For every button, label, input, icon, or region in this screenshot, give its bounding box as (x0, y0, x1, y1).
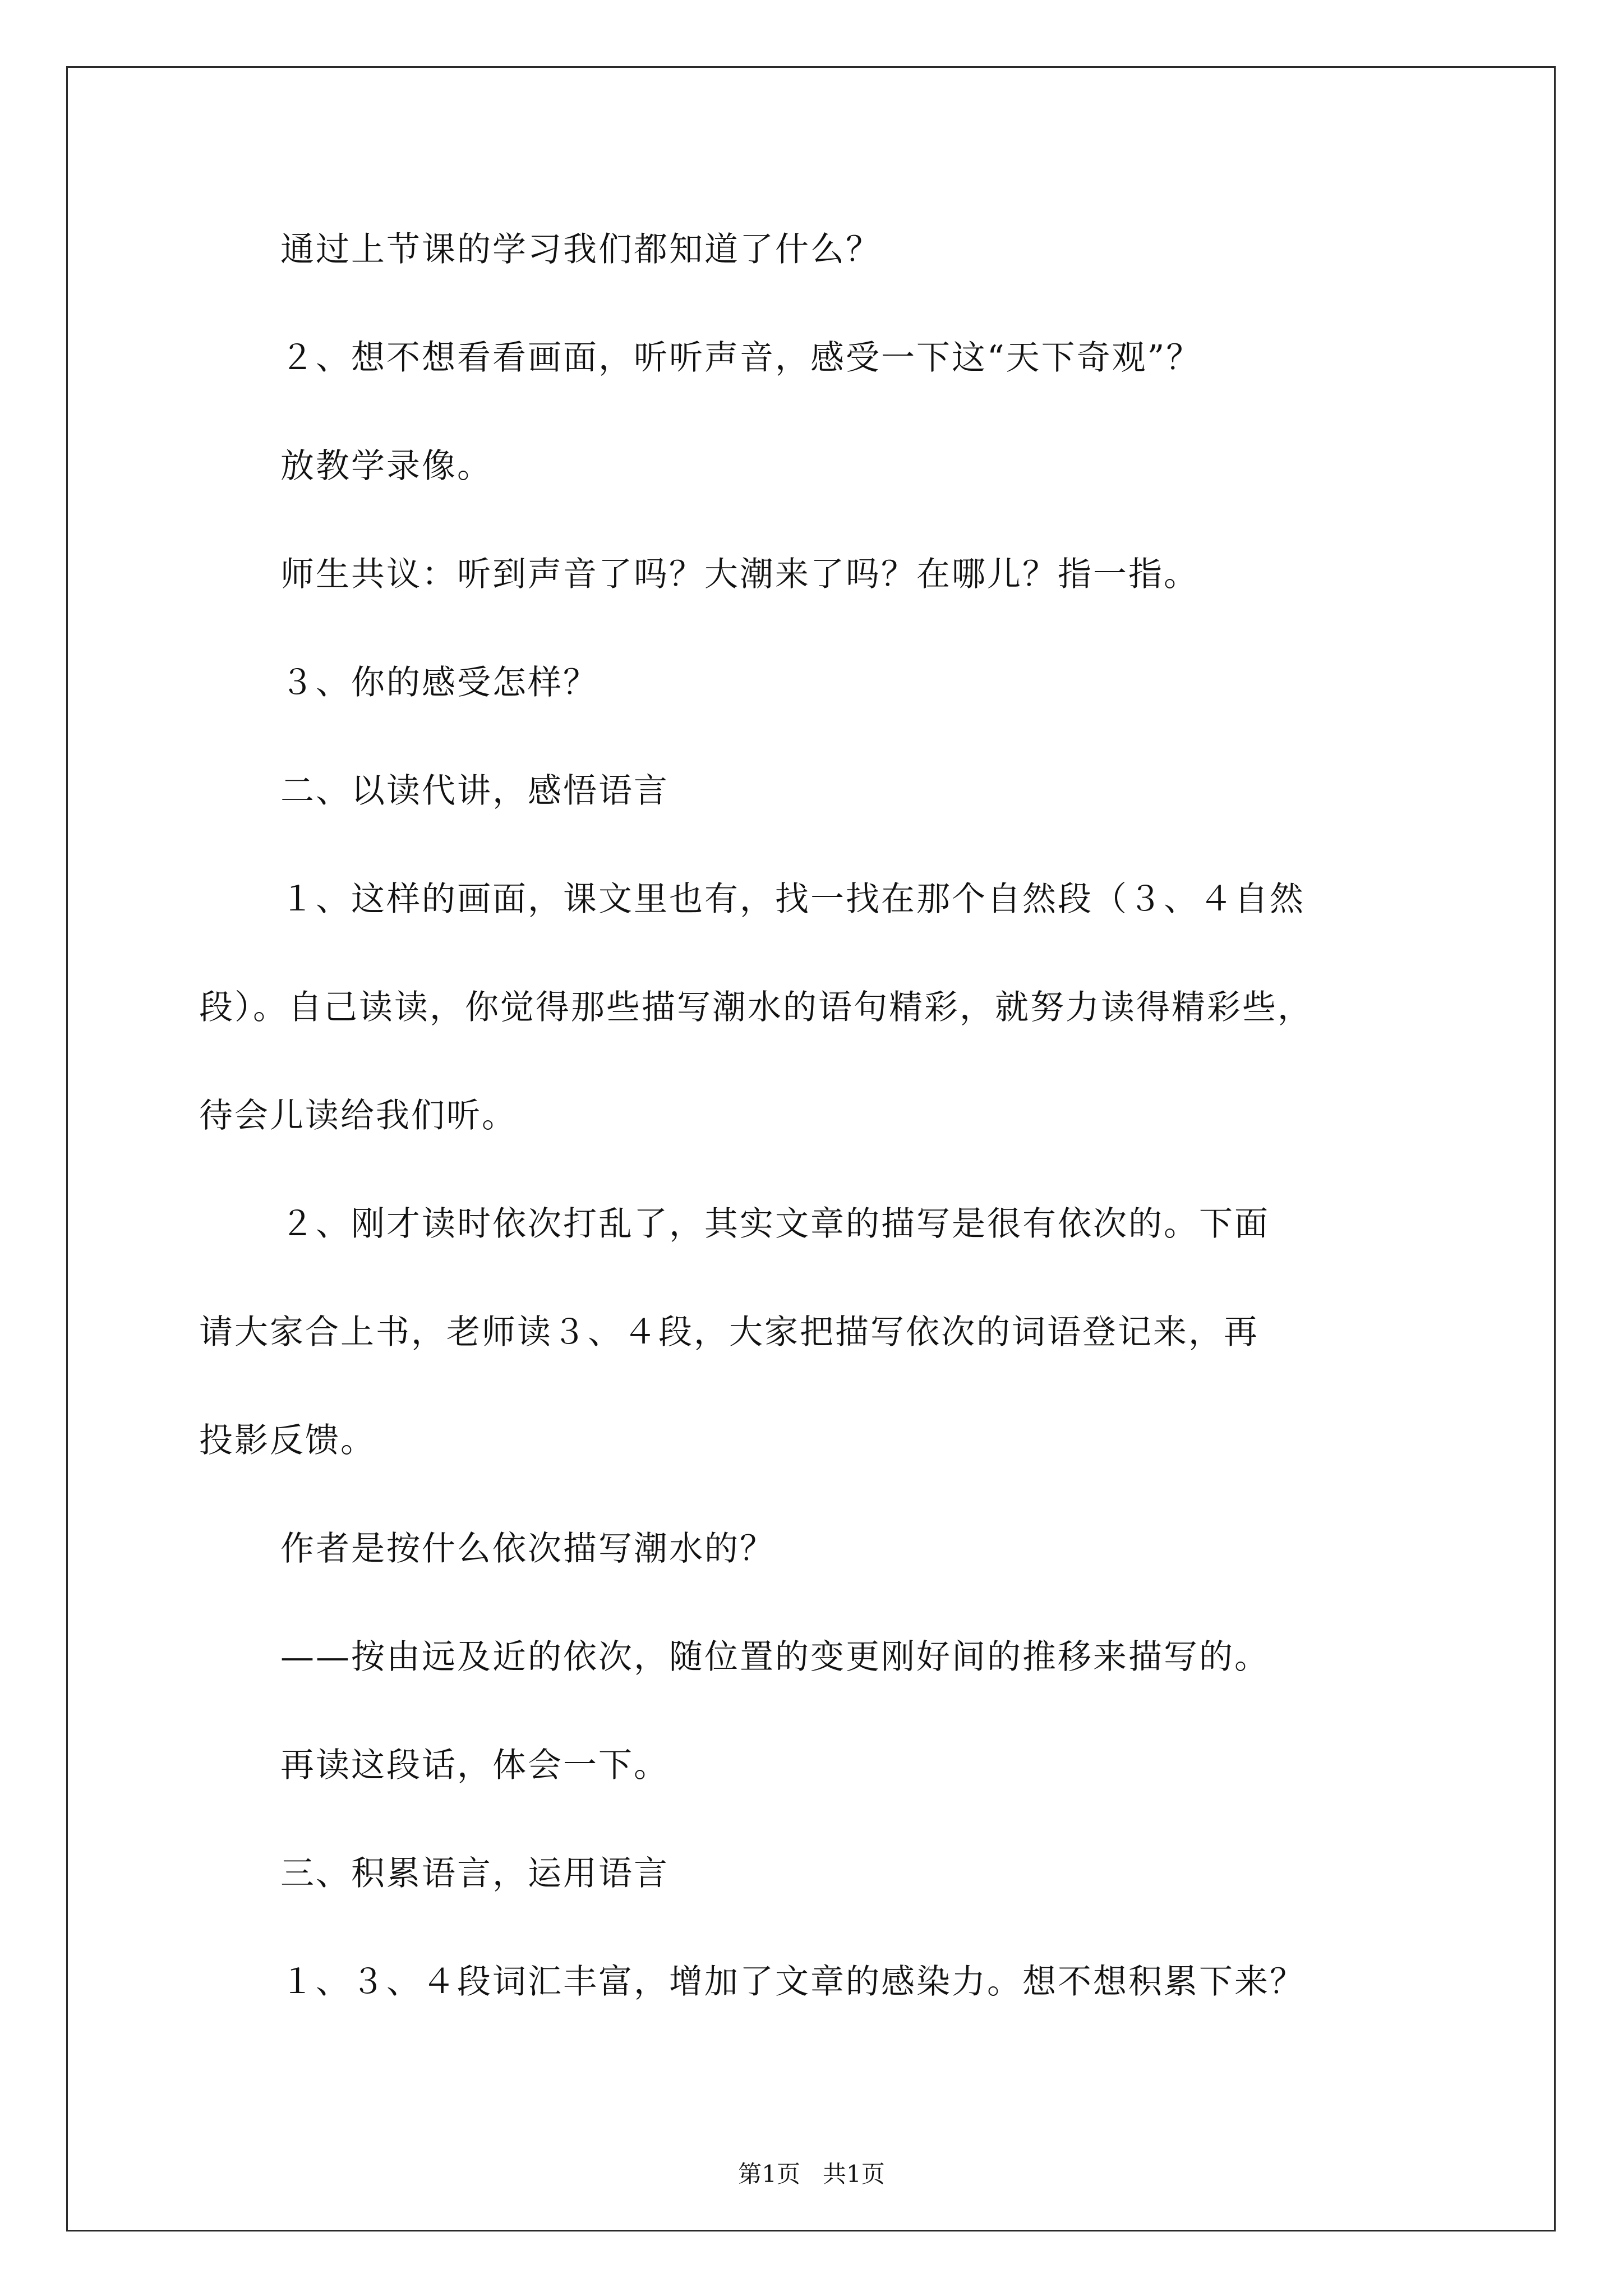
paragraph-line: 作者是按什么依次描写潮水的？ (280, 1529, 775, 1568)
paragraph-line: 放教学录像。 (280, 447, 492, 486)
section-heading: 二、以读代讲，感悟语言 (280, 771, 669, 811)
paragraph-line: 段）。自己读读，你觉得那些描写潮水的语句精彩，就努力读得精彩些， (199, 988, 1313, 1027)
paragraph-line: １、这样的画面，课文里也有，找一找在那个自然段（３、４自然 (280, 880, 1305, 919)
paragraph-line: ３、你的感受怎样？ (280, 663, 598, 702)
paragraph-line: ２、刚才读时依次打乱了，其实文章的描写是很有依次的。下面 (280, 1204, 1270, 1244)
paragraph-line: ——按由远及近的依次，随位置的变更刚好间的推移来描写的。 (280, 1637, 1270, 1677)
paragraph-line: 再读这段话，体会一下。 (280, 1746, 669, 1785)
paragraph-line: 师生共议：听到声音了吗？大潮来了吗？在哪儿？指一指。 (280, 555, 1199, 594)
paragraph-line: 请大家合上书，老师读３、４段，大家把描写依次的词语登记来，再 (199, 1313, 1259, 1352)
page-footer: 第1页 共1页 (738, 2160, 885, 2188)
paragraph-line: ２、想不想看看画面，听听声音，感受一下这“天下奇观”？ (280, 338, 1202, 378)
paragraph-line: 待会儿读给我们听。 (199, 1096, 517, 1135)
paragraph-line: １、３、４段词汇丰富，增加了文章的感染力。想不想积累下来？ (280, 1962, 1305, 2001)
section-heading: 三、积累语言，运用语言 (280, 1854, 669, 1893)
page-border (66, 66, 1556, 2231)
paragraph-line: 投影反馈。 (199, 1421, 376, 1460)
paragraph-line: 通过上节课的学习我们都知道了什么？ (280, 230, 881, 269)
